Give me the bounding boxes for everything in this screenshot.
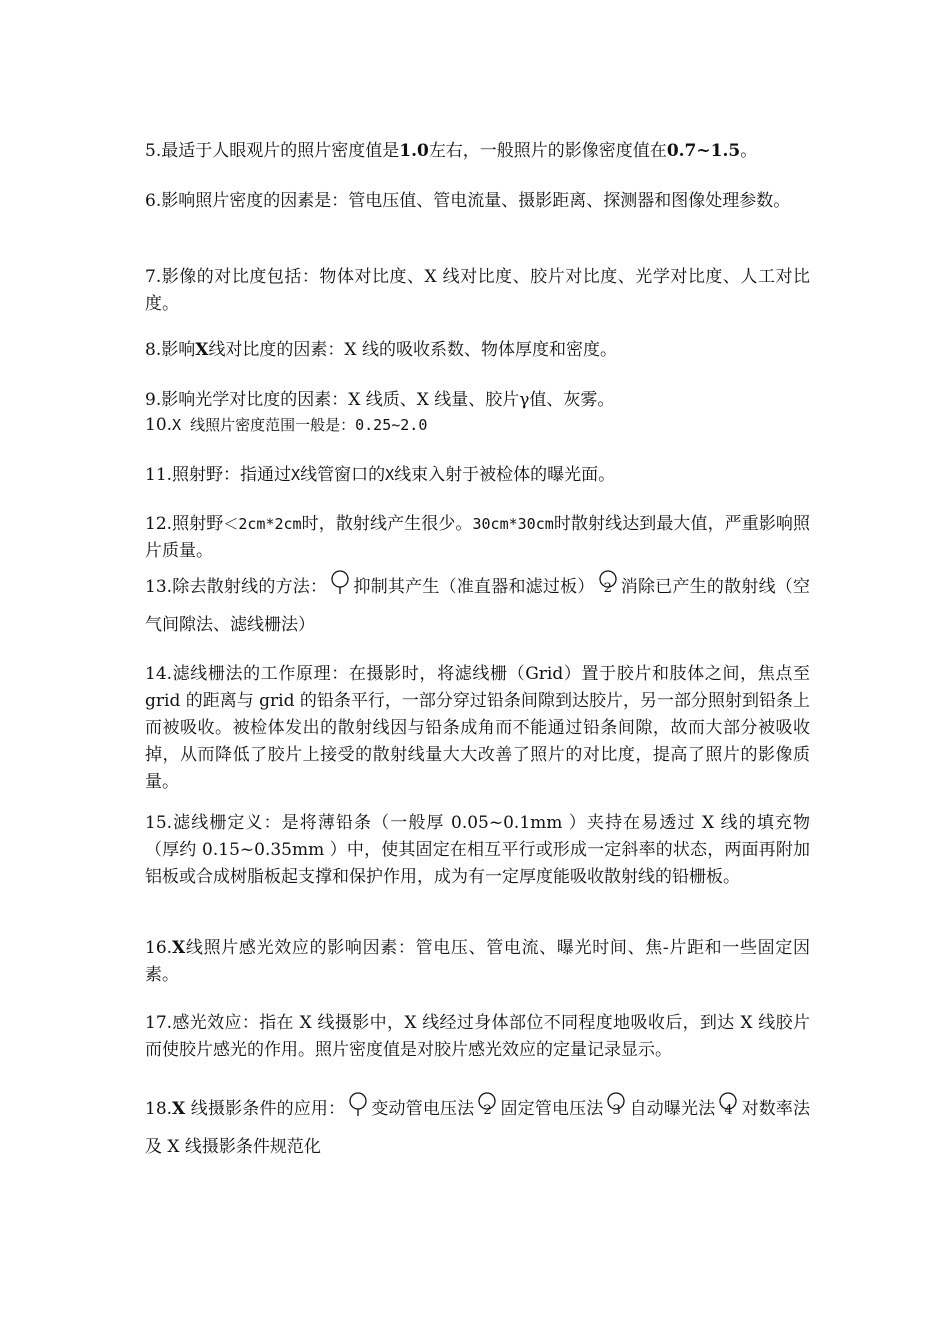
item-5-text-d: 。 (740, 141, 758, 161)
item-8-text-c: 线对比度的因素：X 线的吸收系数、物体厚度和密度。 (208, 340, 617, 360)
item-10-text-a: 10. (145, 415, 173, 435)
circled-number-1-label (336, 578, 344, 592)
circled-number-1-icon (329, 570, 351, 596)
circled-number-4-icon (717, 1092, 739, 1118)
item-18-text-e: 固定管电压法 (500, 1099, 604, 1119)
item-12-text-e: 时散射线达到最大值，严重影响照片质量。 (145, 514, 811, 561)
item-13-text-b: 抑制其产生（准直器和滤过板） (353, 577, 595, 597)
item-5-text-a: 5.最适于人眼观片的照片密度值是 (145, 141, 400, 161)
circled-number-3-label: 3 (612, 1103, 621, 1118)
circled-number-2-label: 2 (483, 1103, 492, 1118)
item-17: 17.感光效应：指在 X 线摄影中，X 线经过身体部位不同程度地吸收后，到达 X 线胶片而使胶片感光的作用。照片密度值是对胶片感光效应的定量记录显示。 (145, 1013, 810, 1060)
item-16 (145, 935, 810, 989)
item-10 (145, 412, 810, 439)
item-13-text-a: 13.除去散射线的方法： (145, 577, 328, 597)
circled-number-1-icon (347, 1092, 369, 1118)
item-16-text-a: 16. (145, 938, 173, 958)
item-5-text-c: 左右，一般照片的影像密度值在 (428, 141, 667, 161)
circled-number-4-label: 4 (724, 1103, 733, 1118)
item-5-bold-value-2: 0.7~1.5 (666, 141, 741, 161)
item-18-text-d: 变动管电压法 (371, 1099, 475, 1119)
circled-number-1-label (354, 1100, 362, 1114)
item-18-text-f: 自动曝光法 (629, 1099, 716, 1119)
item-18-text-g: 对数率法及 X 线摄影条件规范化 (145, 1099, 811, 1157)
item-8 (145, 337, 810, 364)
circled-number-2-icon (597, 570, 619, 596)
item-12-size-small: ＜2cm*2cm (223, 515, 302, 533)
item-11-text-e: 线束入射于被检体的曝光面。 (394, 465, 616, 485)
circled-number-2-icon (476, 1092, 498, 1118)
item-11-x-2: X (385, 466, 395, 484)
item-12-size-large: 30cm*30cm (472, 515, 554, 533)
item-6: 6.影响照片密度的因素是：管电压值、管电流量、摄影距离、探测器和图像处理参数。 (145, 191, 791, 211)
item-15: 15.滤线栅定义：是将薄铅条（一般厚 0.05~0.1mm ）夹持在易透过 X 线的填充物（厚约 0.15~0.35mm ）中，使其固定在相互平行或形成一定斜率的状态，两面再附加铝板或合成树脂板起支撑和保护作用，成为有一定厚度能吸收散射线的铅栅板。 (145, 813, 810, 887)
item-9: 9.影响光学对比度的因素：X 线质、X 线量、胶片γ值、灰雾。 (145, 390, 615, 410)
item-11-text-c: 线管窗口的 (300, 465, 386, 485)
circled-number-3-icon (605, 1092, 627, 1118)
item-18 (145, 1090, 810, 1166)
circled-number-2-label: 2 (603, 581, 612, 596)
item-8-text-a: 8.影响 (145, 340, 196, 360)
item-12-text-c: 时，散射线产生很少。 (301, 514, 473, 534)
item-5 (145, 138, 810, 165)
item-14: 14.滤线栅法的工作原理：在摄影时，将滤线栅（Grid）置于胶片和肢体之间，焦点至 grid 的距离与 grid 的铅条平行，一部分穿过铅条间隙到达胶片，另一部分照射到铅条上而被吸收。被检体发出的散射线因与铅条成角而不能通过铅条间隙，故而大部分被吸收掉，从而降低了胶片上接受的散射线量大大改善了照片的对比度，提高了照片的影像质量。 (145, 664, 810, 792)
item-16-text-c: 线照片感光效应的影响因素：管电压、管电流、曝光时间、焦-片距和一些固定因素。 (145, 938, 810, 985)
item-11 (145, 462, 810, 489)
item-8-bold-x: X (195, 340, 209, 360)
item-18-text-c: 线摄影条件的应用： (185, 1099, 346, 1119)
item-11-x-1: X (291, 466, 301, 484)
item-12 (145, 511, 810, 565)
item-18-text-a: 18. (145, 1099, 173, 1119)
item-12-text-a: 12.照射野 (145, 514, 224, 534)
item-18-bold-x: X (172, 1099, 186, 1119)
item-10-text-b: X 线照片密度范围一般是：0.25~2.0 (172, 416, 428, 434)
item-11-text-a: 11.照射野：指通过 (145, 465, 292, 485)
item-7: 7.影像的对比度包括：物体对比度、X 线对比度、胶片对比度、光学对比度、人工对比度。 (145, 267, 810, 314)
item-13 (145, 568, 810, 644)
item-5-bold-value-1: 1.0 (399, 141, 429, 161)
item-13-text-c: 消除已产生的散射线（空气间隙法、滤线栅法） (145, 577, 811, 635)
item-16-bold-x: X (172, 938, 186, 958)
